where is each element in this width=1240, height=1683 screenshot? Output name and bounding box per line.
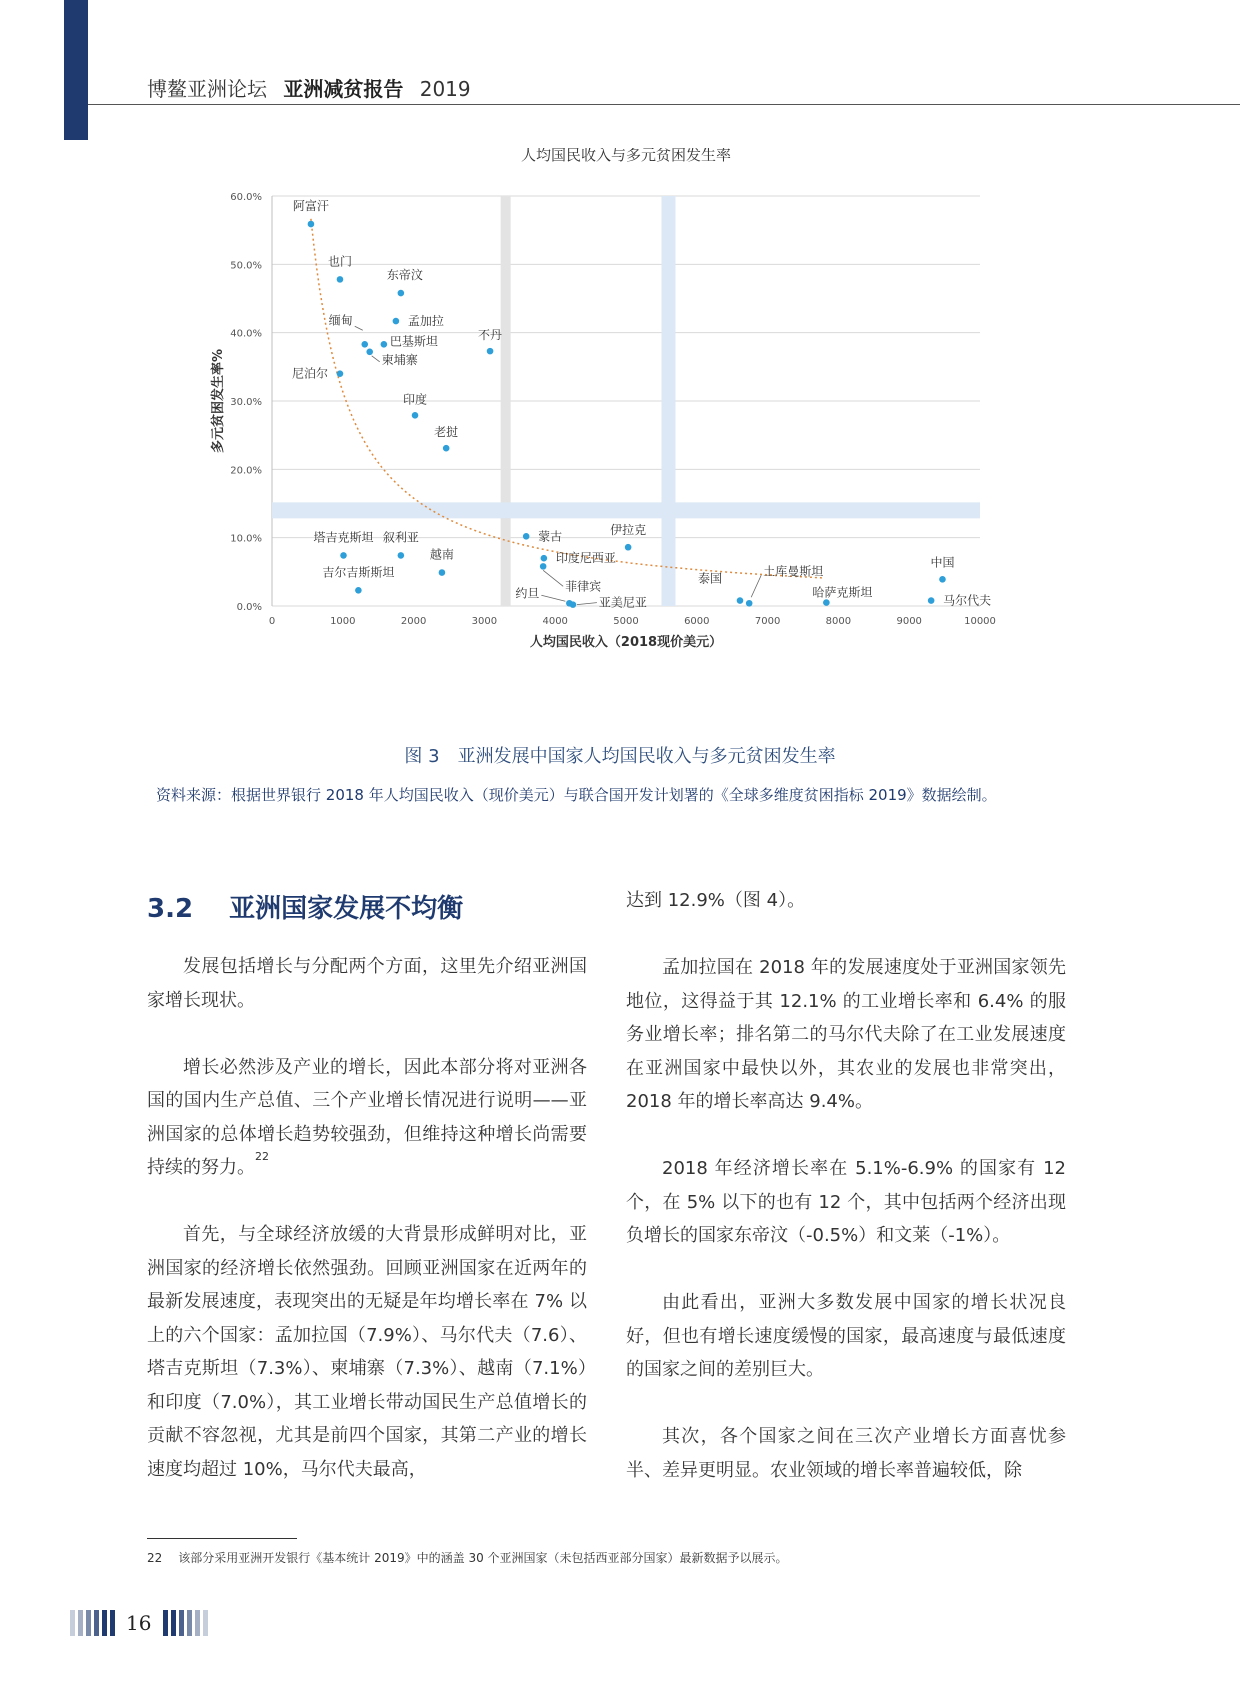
label-leader: [372, 356, 380, 362]
y-tick-label: 40.0%: [230, 328, 262, 340]
point-label: 菲律宾: [565, 579, 602, 594]
data-point: [340, 552, 347, 559]
left-column: [147, 950, 587, 1520]
data-point: [541, 555, 548, 562]
x-tick-label: 8000: [825, 616, 852, 627]
footnote: [147, 1549, 788, 1566]
x-tick-label: 7000: [754, 616, 781, 627]
data-point: [540, 563, 547, 570]
x-tick-label: 4000: [542, 616, 568, 627]
paragraph: 达到 12.9%（图 4）。: [626, 890, 806, 911]
y-tick-label: 0.0%: [236, 602, 262, 613]
x-tick-label: 0: [268, 616, 276, 627]
point-label: 中国: [930, 555, 955, 570]
data-point: [337, 370, 344, 377]
data-point: [928, 597, 935, 604]
data-point: [308, 221, 315, 228]
data-point: [393, 318, 400, 325]
paragraph: 2018 年经济增长率在 5.1%-6.9% 的国家有 12 个，在 5% 以下的也有 12 个，其中包括两个经济出现负增长的国家东帝汶（-0.5%）和文莱（-1%）。: [626, 1158, 1066, 1246]
page-number-block: [70, 1610, 211, 1636]
point-label: 越南: [429, 547, 454, 562]
x-tick-label: 3000: [471, 616, 498, 627]
point-label: 巴基斯坦: [389, 334, 438, 349]
point-label: 老挝: [434, 425, 459, 440]
data-point: [570, 601, 577, 608]
paragraph: 增长必然涉及产业的增长，因此本部分将对亚洲各国的国内生产总值、三个产业增长情况进行说明——亚洲国家的总体增长趋势较强劲，但维持这种增长尚需要持续的努力。$^{22}$: [147, 1056, 587, 1178]
y-tick-label: 20.0%: [230, 465, 262, 477]
reference-band-y: [272, 502, 980, 518]
label-leader: [543, 570, 563, 586]
data-point: [337, 276, 344, 283]
x-tick-label: 6000: [684, 616, 710, 627]
data-point: [746, 600, 753, 607]
x-tick-label: 9000: [896, 616, 922, 627]
header-year: 2019: [419, 77, 471, 101]
y-tick-label: 50.0%: [230, 260, 262, 272]
data-point: [439, 569, 446, 576]
x-axis-title: 人均国民收入（2018现价美元）: [529, 635, 723, 650]
point-label: 亚美尼亚: [598, 595, 647, 610]
reference-band-x2: [661, 196, 675, 606]
point-label: 马尔代夫: [943, 593, 992, 608]
running-header: [147, 73, 471, 102]
y-tick-label: 10.0%: [230, 533, 262, 545]
paragraph: 首先，与全球经济放缓的大背景形成鲜明对比，亚洲国家的经济增长依然强劲。回顾亚洲国家在近两年的最新发展速度，表现突出的无疑是年均增长率在 7% 以上的六个国家：孟加拉国（7.9%）、马尔代夫（7.6）、塔吉克斯坦（7.3%）、柬埔寨（7.3%）、越南（7.1%）和印度（7.0%），其工业增长带动国民生产总值增长的贡献不容忽视，尤其是前四个国家，其第二产业的增长速度均超过 10%，马尔代夫最高，: [147, 1224, 587, 1480]
point-label: 阿富汗: [292, 199, 329, 214]
data-point: [355, 587, 362, 594]
paragraph: 其次，各个国家之间在三次产业增长方面喜忧参半、差异更明显。农业领域的增长率普遍较低，除: [626, 1426, 1066, 1481]
y-axis-title: 多元贫困发生率%: [211, 348, 226, 454]
point-label: 蒙古: [538, 529, 563, 544]
side-color-bar: [64, 0, 88, 140]
point-label: 土库曼斯坦: [763, 564, 824, 579]
data-point: [412, 412, 419, 419]
figure-caption: 图 3 亚洲发展中国家人均国民收入与多元贫困发生率: [404, 746, 836, 767]
x-tick-label: 2000: [400, 616, 427, 627]
right-column: [626, 884, 1066, 1521]
point-label: 东帝汶: [386, 268, 423, 283]
point-label: 也门: [327, 254, 352, 269]
point-label: 缅甸: [328, 313, 353, 328]
y-tick-label: 60.0%: [230, 192, 262, 203]
section-heading: [147, 888, 463, 925]
paragraph: 由此看出，亚洲大多数发展中国家的增长状况良好，但也有增长速度缓慢的国家，最高速度与最低速度的国家之间的差别巨大。: [626, 1292, 1066, 1380]
point-label: 吉尔吉斯斯坦: [322, 565, 395, 580]
point-label: 塔吉克斯坦: [313, 530, 374, 545]
section-number: 3.2: [147, 894, 194, 924]
point-label: 不丹: [478, 328, 503, 343]
data-point: [523, 533, 530, 540]
x-tick-label: 1000: [330, 616, 356, 627]
footnote-text: 该部分采用亚洲开发银行《基本统计 2019》中的涵盖 30 个亚洲国家（未包括西亚部分国家）最新数据予以展示。: [178, 1551, 788, 1565]
x-tick-label: 5000: [613, 616, 639, 627]
point-label: 印度: [403, 392, 428, 407]
point-label: 尼泊尔: [291, 366, 328, 381]
page-number: 16: [126, 1611, 152, 1635]
footnote-rule: [147, 1538, 297, 1539]
point-label: 印度尼西亚: [555, 551, 616, 566]
footnote-number: 22: [147, 1551, 163, 1565]
data-point: [939, 576, 946, 583]
data-point: [823, 599, 830, 606]
data-point: [398, 552, 405, 559]
data-point: [361, 341, 368, 348]
figure-source: 资料来源：根据世界银行 2018 年人均国民收入（现价美元）与联合国开发计划署的《全球多维度贫困指标 2019》数据绘制。: [156, 786, 997, 804]
point-label: 约旦: [515, 586, 540, 601]
reference-band-x1: [501, 196, 511, 606]
page-stripes-left: [70, 1610, 118, 1636]
label-leader: [751, 575, 761, 597]
paragraph: 发展包括增长与分配两个方面，这里先介绍亚洲国家增长现状。: [147, 956, 587, 1011]
footnote-ref[interactable]: 22: [255, 1150, 269, 1163]
section-title: 亚洲国家发展不均衡: [229, 894, 464, 924]
label-leader: [541, 595, 565, 601]
label-leader: [355, 326, 363, 330]
point-label: 柬埔寨: [381, 352, 418, 367]
header-forum: 博鳌亚洲论坛: [147, 77, 267, 101]
point-label: 孟加拉: [407, 314, 444, 329]
data-point: [381, 341, 388, 348]
chart-title: 人均国民收入与多元贫困发生率: [520, 148, 732, 164]
y-tick-label: 30.0%: [230, 397, 262, 408]
header-report-title: 亚洲减贫报告: [283, 77, 404, 101]
point-label: 伊拉克: [610, 523, 647, 538]
data-point: [737, 597, 744, 604]
data-point: [487, 348, 494, 355]
paragraph: 孟加拉国在 2018 年的发展速度处于亚洲国家领先地位，这得益于其 12.1% 的工业增长率和 6.4% 的服务业增长率；排名第二的马尔代夫除了在工业发展速度在亚洲国家中最快以外，其农业的发展也非常突出，2018 年的增长率高达 9.4%。: [626, 957, 1066, 1112]
data-point: [398, 290, 405, 297]
x-tick-label: 10000: [964, 616, 996, 627]
point-label: 泰国: [697, 571, 722, 586]
label-leader: [577, 603, 597, 605]
point-label: 叙利亚: [382, 530, 419, 545]
header-rule: [88, 104, 1240, 105]
page-stripes-right: [163, 1610, 211, 1636]
data-point: [443, 445, 450, 452]
data-point: [366, 349, 373, 356]
point-label: 哈萨克斯坦: [812, 585, 873, 600]
scatter-chart: [200, 148, 1100, 708]
data-point: [625, 544, 632, 551]
